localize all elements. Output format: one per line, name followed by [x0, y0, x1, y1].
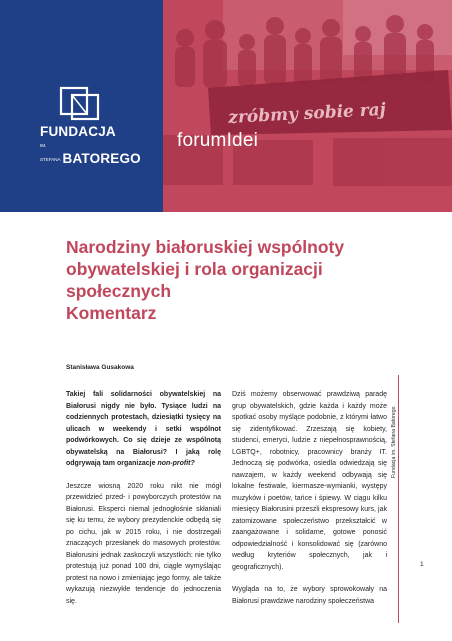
foundation-name-line2-wrap: [40, 138, 140, 166]
right-column: [232, 389, 387, 607]
body-paragraph: Jeszcze wiosną 2020 roku nikt nie mógł przewidzieć przed- i powyborczych protestów na Białorusi. Eksperci niemal jednogłośnie skłaniali się ku temu, że wybory prezydenckie odbędą się po cichu, jak w 2015 roku, i nie dostrzegali znaczących przesłanek do masowych protestów. Białorusini jednak zaskoczyli wszystkich: nie tylko protestują już ponad 100 dni, ciągle wymyślając protest na nowo i zmieniając jego formy, ale także wykazują niezwykłe tendencje do jednoczenia się.: [66, 482, 221, 605]
side-label: Fundacja im. Stefana Batorego: [391, 406, 397, 478]
body-paragraph: Wygląda na to, że wybory sprowokowały na Białorusi prawdziwe narodziny społeczeństwa: [232, 586, 387, 605]
lead-italic: non-profit?: [157, 460, 195, 467]
cover-header: [0, 0, 452, 212]
lead-main: Takiej fali solidarności obywatelskiej na Białorusi nigdy nie było. Tysiące ludzi na codziennych protestach, dziesiątki tysięcy na ulicach w weekendy i setki wspólnot podwórkowych. Co się dzieje ze wspólnotą obywatelską na Białorusi? I jaką rolę odgrywają tam organizacje: [66, 391, 221, 467]
title-line1: Narodziny białoruskiej wspólnoty: [66, 237, 345, 257]
banner-text: zróbmy sobie raj: [227, 99, 387, 128]
margin-rule: [398, 375, 399, 623]
foundation-name-line1: FUNDACJA: [40, 124, 116, 139]
logo-mark-icon: [58, 85, 102, 121]
lead-paragraph: [66, 389, 221, 470]
title-subtitle: Komentarz: [66, 303, 157, 323]
foundation-name-small: IM. STEFANA: [40, 142, 61, 162]
page-number: 1: [420, 561, 424, 568]
series-name: forumIdei: [177, 130, 259, 151]
document-title: [66, 236, 376, 324]
author-name: Stanisława Gusakowa: [66, 364, 134, 371]
brand-panel: [0, 0, 163, 212]
foundation-name-line2: BATOREGO: [62, 150, 141, 166]
title-line3: społecznych: [66, 281, 172, 301]
foundation-name: [40, 125, 140, 166]
left-column: [66, 389, 221, 607]
body-paragraph: Dziś możemy obserwować prawdziwą paradę grup obywatelskich, gdzie każda i każdy może spotkać osoby myślące podobnie, z którymi łatwo się zidentyfikować. Zrzeszają się kobiety, studenci, emeryci, ludzie z niepełnosprawnością, LGBTQ+, robotnicy, pracownicy branży IT. Jednoczą się podwórka, osiedla odwiedzają się nawzajem, w każdy weekend odbywają się lokalne festiwale, kiermasze-wymianki, występy muzyków i poetów, tańce i śpiewy. W ciągu kilku miesięcy Białorusini przeszli ekspresowy kurs, jak zatomizowane społeczeństwo przekształcić w zaangażowane i solidarne, gotowe ponosić odpowiedzialność i konsolidować się (zarówno według kryteriów społecznych, jak i geograficznych).: [232, 391, 387, 571]
photo-panel: [163, 0, 452, 212]
title-line2: obywatelskiej i rola organizacji: [66, 259, 323, 279]
protest-photo: [163, 0, 452, 212]
